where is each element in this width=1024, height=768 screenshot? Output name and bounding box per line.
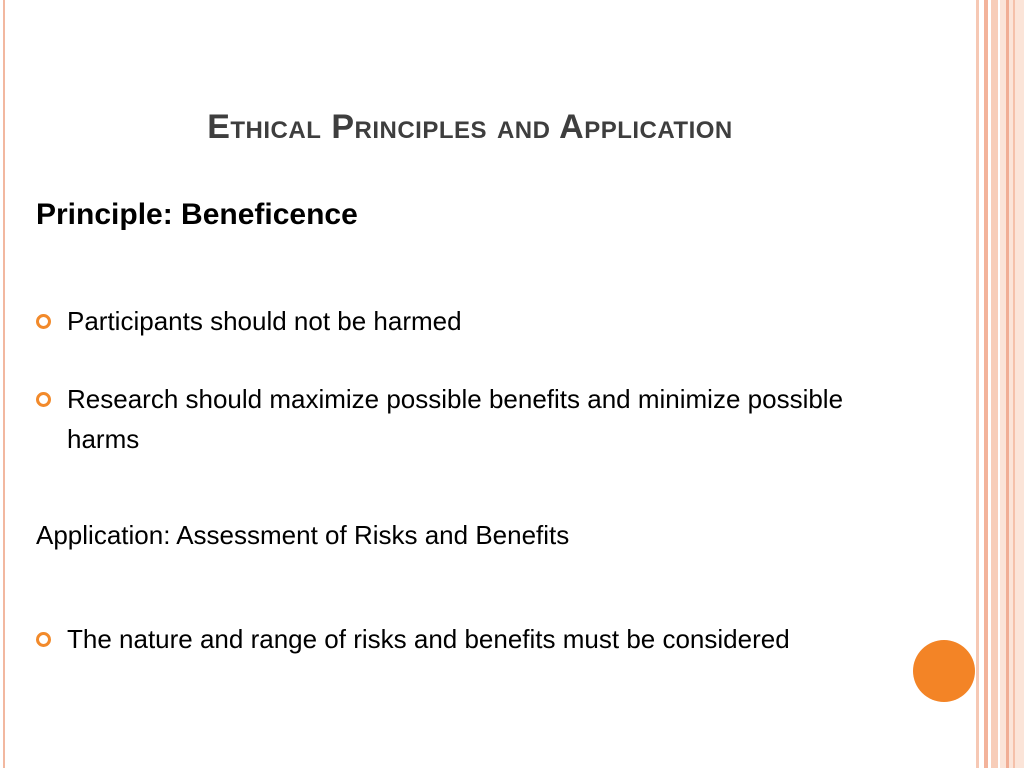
principle-heading: Principle: Beneficence	[36, 198, 358, 231]
bullet-text: Participants should not be harmed	[67, 306, 462, 336]
right-stripe	[984, 0, 988, 768]
application-heading: Application: Assessment of Risks and Benefits	[36, 520, 570, 550]
orange-ring-bullet-icon	[36, 632, 51, 647]
orange-circle-icon	[913, 640, 975, 702]
right-stripe	[976, 0, 979, 768]
slide-title: Ethical Principles and Application	[207, 108, 733, 146]
right-stripe	[1013, 0, 1015, 768]
bullet-text: Research should maximize possible benefits and minimize possible harms	[67, 384, 844, 454]
right-stripe-band	[1000, 0, 1024, 768]
list-item	[36, 619, 886, 659]
list-item	[36, 379, 886, 459]
right-stripe	[1006, 0, 1009, 768]
right-stripe	[991, 0, 998, 768]
orange-ring-bullet-icon	[36, 392, 51, 407]
bullet-text: The nature and range of risks and benefits must be considered	[67, 624, 790, 654]
orange-ring-bullet-icon	[36, 314, 51, 329]
list-item	[36, 301, 886, 341]
